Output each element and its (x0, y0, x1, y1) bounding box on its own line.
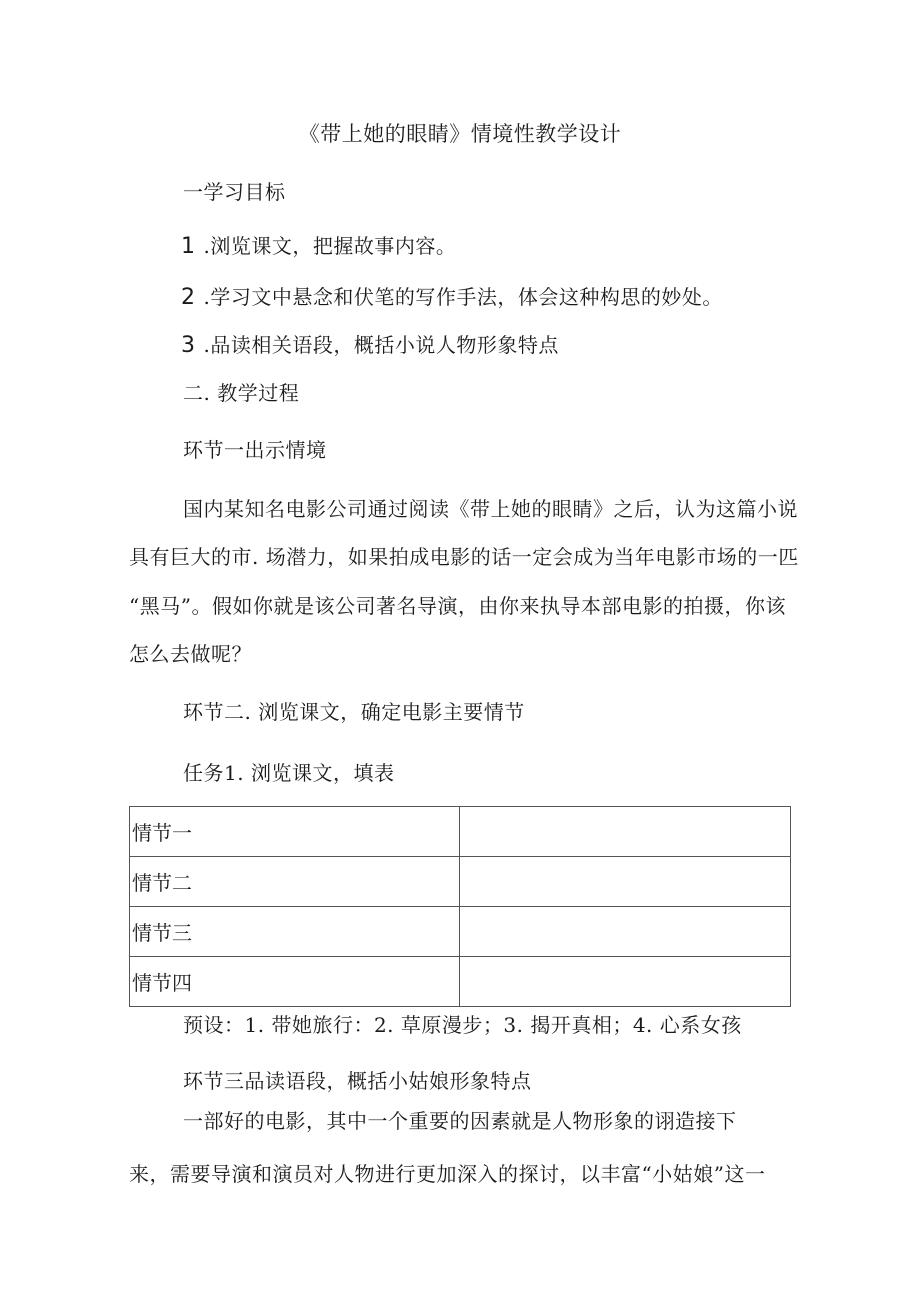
step1-paragraph-line: “黑马”。假如你就是该公司著名导演，由你来执导本部电影的拍摄，你该 (129, 594, 786, 618)
step3-paragraph-line: 一部好的电影，其中一个重要的因素就是人物形象的诩造接下 (183, 1109, 737, 1133)
table-row (130, 957, 791, 1007)
step2-heading: 环节二. 浏览课文，确定电影主要情节 (183, 700, 525, 724)
objective-item (181, 333, 559, 358)
step1-heading: 环节一出示情境 (183, 438, 327, 462)
step1-paragraph-line: 具有巨大的市. 场潜力，如果拍成电影的话一定会成为当年电影市场的一匹 (129, 545, 799, 569)
table-row (130, 857, 791, 907)
plot-table (129, 806, 791, 1007)
task1-label: 任务1. 浏览课文，填表 (183, 761, 395, 785)
objective-text: .浏览课文，把握故事内容。 (203, 234, 457, 258)
step3-paragraph-line: 来，需要导演和演员对人物进行更加深入的探讨，以丰富“小姑娘”这一 (129, 1162, 766, 1186)
document-title: 《带上她的眼睛》情境性教学设计 (298, 122, 622, 146)
objective-text: .学习文中悬念和伏笔的写作手法，体会这种构思的妙处。 (203, 285, 723, 309)
step1-paragraph-line: 国内某知名电影公司通过阅读《带上她的眼睛》之后，认为这篇小说 (183, 497, 798, 521)
section-heading-objectives: 一学习目标 (183, 180, 286, 204)
objective-text: .品读相关语段，概括小说人物形象特点 (203, 333, 559, 357)
table-cell-label: 情节一 (130, 807, 460, 857)
table-cell-value[interactable] (460, 807, 791, 857)
preset-answer: 预设：1. 带她旅行：2. 草原漫步；3. 揭开真相；4. 心系女孩 (183, 1013, 742, 1037)
table-row (130, 807, 791, 857)
objective-item (181, 285, 723, 310)
objective-item (181, 234, 456, 259)
objective-number: 2 (181, 285, 196, 310)
table-cell-value[interactable] (460, 907, 791, 957)
table-cell-value[interactable] (460, 857, 791, 907)
table-cell-label: 情节二 (130, 857, 460, 907)
step3-heading: 环节三品读语段，概括小姑娘形象特点 (183, 1069, 532, 1093)
section-heading-process: 二. 教学过程 (183, 381, 300, 405)
objective-number: 3 (181, 333, 196, 358)
table-cell-label: 情节三 (130, 907, 460, 957)
step1-paragraph-line: 怎么去做呢？ (129, 642, 252, 666)
table-cell-label: 情节四 (130, 957, 460, 1007)
table-cell-value[interactable] (460, 957, 791, 1007)
objective-number: 1 (181, 234, 196, 259)
table-row (130, 907, 791, 957)
